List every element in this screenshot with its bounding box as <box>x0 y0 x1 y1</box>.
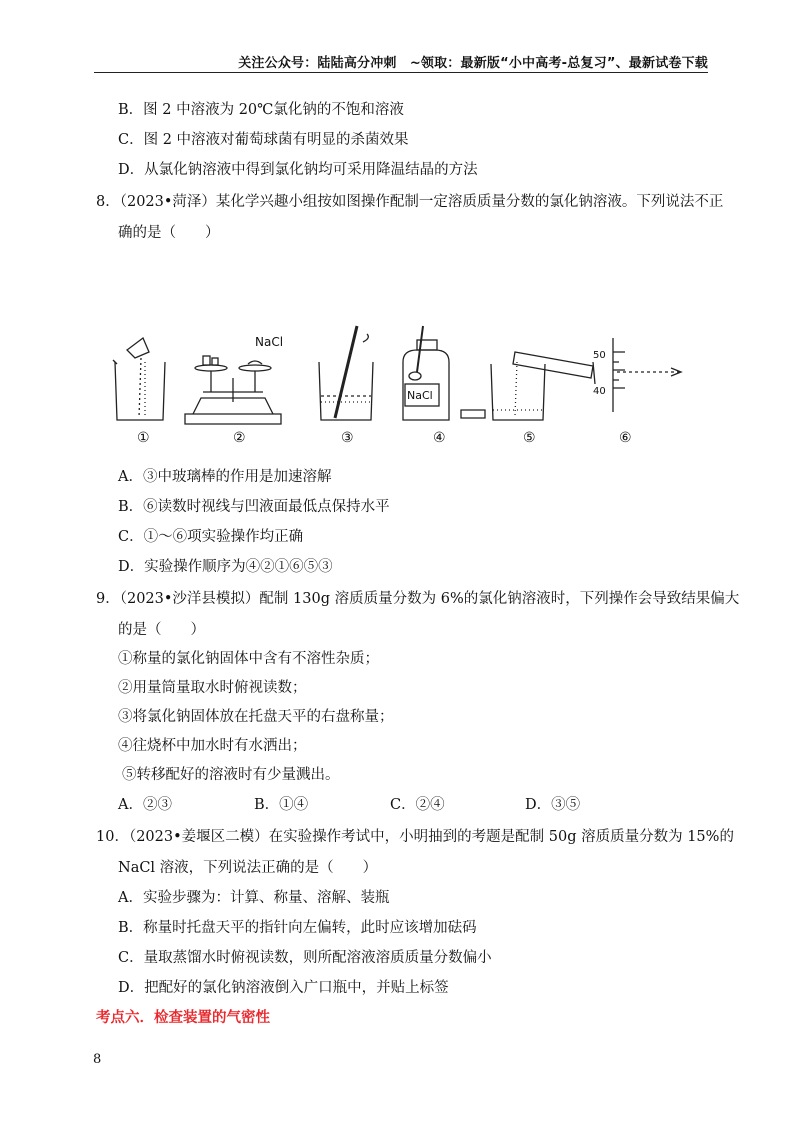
q10-option-b: B．称量时托盘天平的指针向左偏转，此时应该增加砝码 <box>118 920 477 936</box>
step6-read-volume-figure <box>613 338 681 412</box>
q7-option-c: C．图 2 中溶液对葡萄球菌有明显的杀菌效果 <box>118 132 409 148</box>
step-label-3: ③ <box>341 430 354 446</box>
step-label-1: ① <box>137 430 150 446</box>
q10-stem-line2: NaCl 溶液，下列说法正确的是（ ） <box>118 860 378 876</box>
q8-option-c: C．①～⑥项实验操作均正确 <box>118 529 304 545</box>
step3-dissolve-figure <box>319 326 373 420</box>
q8-stem-line2: 确的是（ ） <box>118 225 220 241</box>
q7-option-d: D．从氯化钠溶液中得到氯化钠均可采用降温结晶的方法 <box>118 162 478 178</box>
q7-option-b: B．图 2 中溶液为 20℃氯化钠的不饱和溶液 <box>118 102 404 118</box>
q9-stem-line2: 的是（ ） <box>118 622 205 638</box>
q9-option-c: C．②④ <box>390 797 445 813</box>
q10-stem-line1: 10．（2023•姜堰区二模）在实验操作考试中，小明抽到的考题是配制 50g 溶质质量分数为 15%的 <box>96 829 734 845</box>
q9-option-d: D．③⑤ <box>525 797 581 813</box>
step-label-5: ⑤ <box>523 430 536 446</box>
nacl-label-top: NaCl <box>255 335 284 349</box>
q8-experiment-figure <box>105 322 705 452</box>
nacl-label-bottle: NaCl <box>407 389 433 402</box>
q10-option-d: D．把配好的氯化钠溶液倒入广口瓶中，并贴上标签 <box>118 980 449 996</box>
step-label-6: ⑥ <box>619 430 632 446</box>
q10-option-c: C．量取蒸馏水时俯视读数，则所配溶液溶质质量分数偏小 <box>118 950 492 966</box>
q9-item-3: ③将氯化钠固体放在托盘天平的右盘称量； <box>118 709 394 725</box>
step5-pour-liquid-figure <box>491 352 595 420</box>
q9-item-4: ④往烧杯中加水时有水洒出； <box>118 738 307 754</box>
q9-option-b: B．①④ <box>254 797 309 813</box>
q8-option-b: B．⑥读数时视线与凹液面最低点保持水平 <box>118 499 390 515</box>
step4-reagent-bottle-figure <box>403 326 485 420</box>
header-text: 关注公众号：陆陆高分冲刺 ~领取：最新版“小中高考-总复习”、最新试卷下载 <box>238 56 708 71</box>
q9-item-1: ①称量的氯化钠固体中含有不溶性杂质； <box>118 651 379 667</box>
q10-option-a: A．实验步骤为：计算、称量、溶解、装瓶 <box>118 890 390 906</box>
scale-label-upper: 50 <box>593 350 606 361</box>
page-number: 8 <box>93 1052 102 1067</box>
step1-pour-solid-figure <box>113 338 165 420</box>
q8-option-a: A．③中玻璃棒的作用是加速溶解 <box>118 469 332 485</box>
step2-balance-figure <box>185 356 281 424</box>
header-rule <box>94 72 708 73</box>
scale-label-lower: 40 <box>593 386 606 397</box>
q9-item-2: ②用量筒量取水时俯视读数； <box>118 680 307 696</box>
step-labels <box>137 430 632 446</box>
q9-stem-line1: 9．（2023•沙洋县模拟）配制 130g 溶质质量分数为 6%的氯化钠溶液时，下列操作会导致结果偏大 <box>96 591 740 607</box>
step-label-4: ④ <box>433 430 446 446</box>
q8-option-d: D．实验操作顺序为④②①⑥⑤③ <box>118 559 333 575</box>
q9-item-5: ⑤转移配好的溶液时有少量溅出。 <box>122 767 340 783</box>
section-title: 考点六．检查装置的气密性 <box>96 1010 270 1026</box>
q8-stem-line1: 8．（2023•菏泽）某化学兴趣小组按如图操作配制一定溶质质量分数的氯化钠溶液。下列说法不正 <box>96 194 724 210</box>
step-label-2: ② <box>233 430 246 446</box>
q9-option-a: A．②③ <box>118 797 172 813</box>
